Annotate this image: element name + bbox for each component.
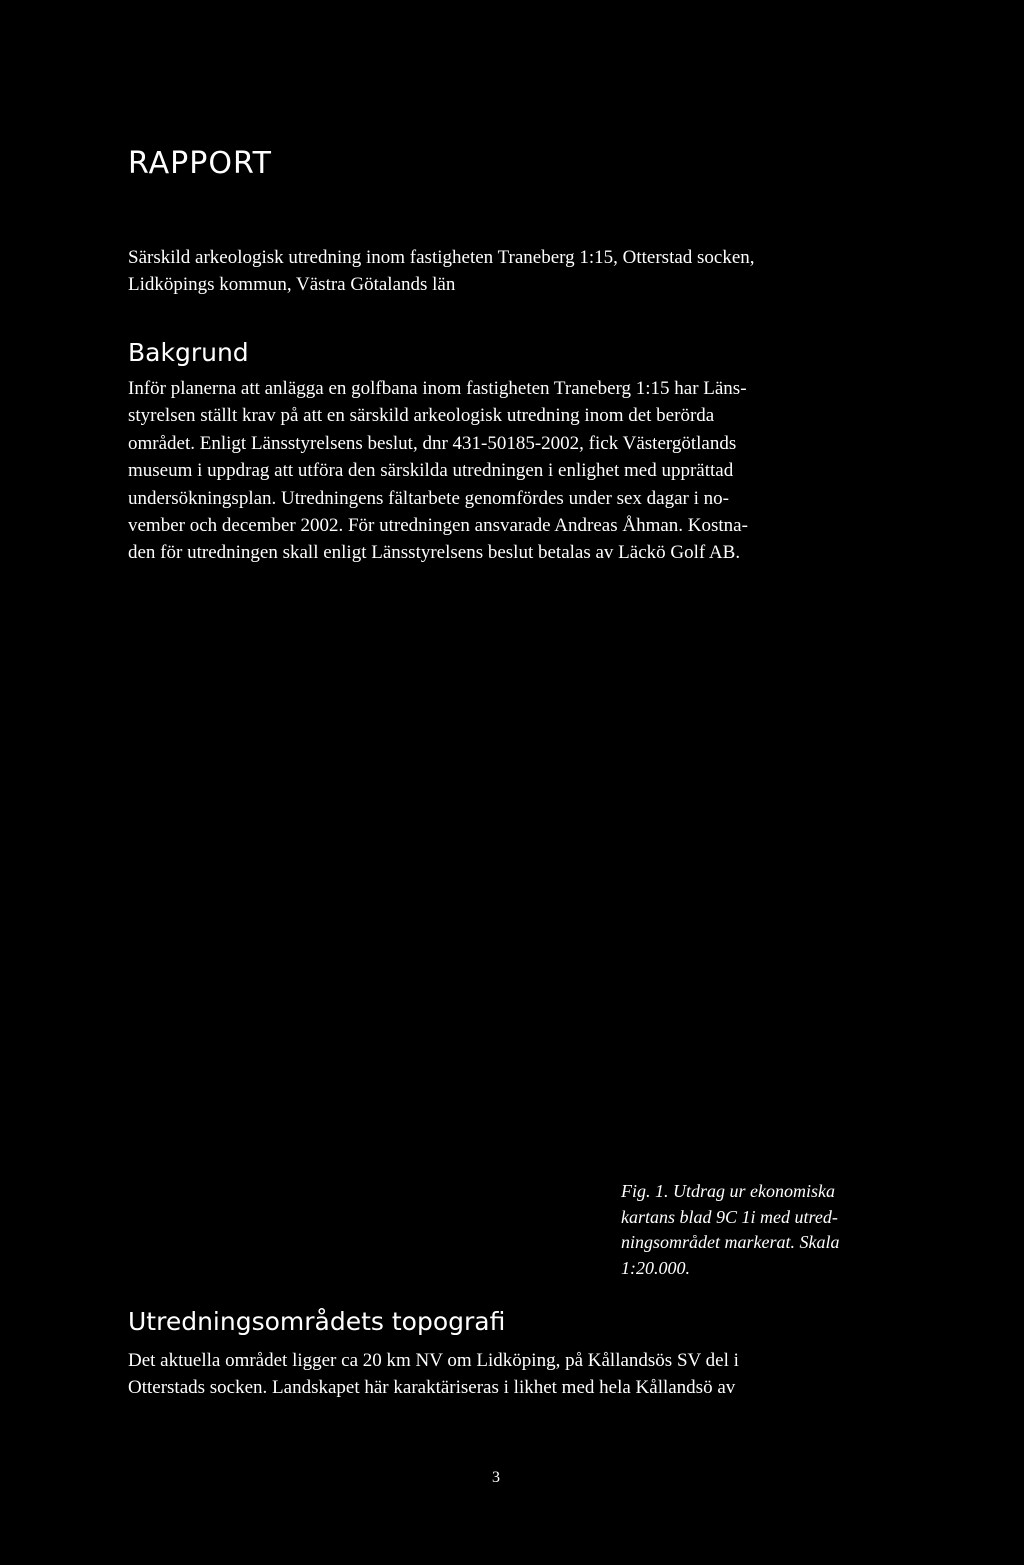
topografi-heading: Utredningsområdets topografi: [128, 1307, 506, 1336]
caption-line: 1:20.000.: [621, 1257, 690, 1278]
paragraph-line: vember och december 2002. För utredningen ansvarade Andreas Åhman. Kostna-: [128, 515, 748, 537]
paragraph-line: Otterstads socken. Landskapet här karaktäriseras i likhet med hela Kållandsö av: [128, 1377, 736, 1399]
paragraph-line: Inför planerna att anlägga en golfbana inom fastigheten Traneberg 1:15 har Läns-: [128, 378, 747, 399]
paragraph-line: området. Enligt Länsstyrelsens beslut, dnr 431-50185-2002, fick Västergötlands: [128, 432, 737, 454]
paragraph-line: styrelsen ställt krav på att en särskild arkeologisk utredning inom det berörda: [128, 405, 715, 427]
figure-caption: [621, 1179, 839, 1281]
report-subtitle: [128, 244, 888, 298]
caption-line: kartans blad 9C 1i med utred-: [621, 1206, 838, 1227]
paragraph-line: undersökningsplan. Utredningens fältarbete genomfördes under sex dagar i no-: [128, 487, 729, 509]
report-title: RAPPORT: [128, 146, 272, 181]
caption-line: Fig. 1. Utdrag ur ekonomiska: [621, 1181, 835, 1201]
bakgrund-heading: Bakgrund: [128, 338, 249, 367]
paragraph-line: Det aktuella området ligger ca 20 km NV om Lidköping, på Kållandsös SV del i: [128, 1350, 739, 1371]
paragraph-line: museum i uppdrag att utföra den särskilda utredningen i enlighet med upprättad: [128, 460, 734, 482]
subtitle-line: Lidköpings kommun, Västra Götalands län: [128, 274, 456, 295]
topografi-paragraph: [128, 1347, 739, 1402]
page-number: 3: [492, 1469, 500, 1486]
paragraph-line: den för utredningen skall enligt Länsstyrelsens beslut betalas av Läckö Golf AB.: [128, 542, 741, 564]
subtitle-line: Särskild arkeologisk utredning inom fastigheten Traneberg 1:15, Otterstad socken,: [128, 247, 755, 268]
bakgrund-paragraph: [128, 375, 748, 567]
caption-line: ningsområdet markerat. Skala: [621, 1232, 840, 1252]
